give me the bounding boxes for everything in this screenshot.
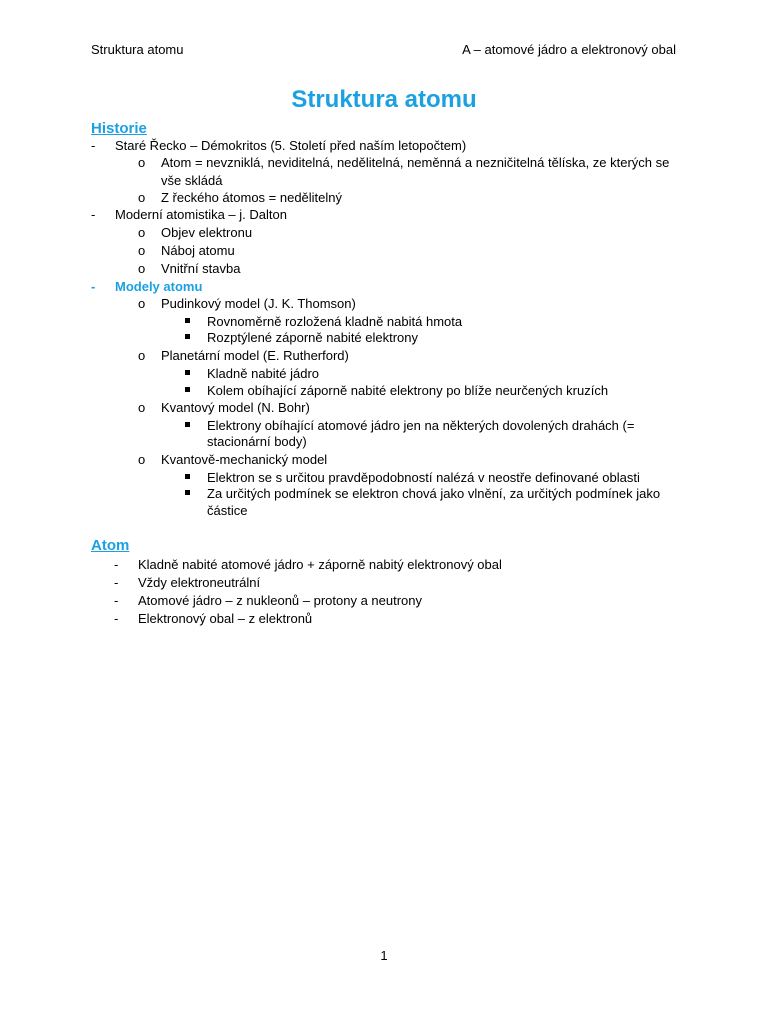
list-item: Vnitřní stavba [161, 261, 241, 276]
dash-marker: - [91, 207, 96, 222]
document-title: Struktura atomu [291, 86, 477, 113]
list-item-continuation: částice [207, 503, 248, 518]
list-item: Kolem obíhající záporně nabité elektrony po blíže neurčených kruzích [207, 383, 609, 398]
list-item: Elektrony obíhající atomové jádro jen na některých dovolených drahách (= [207, 418, 635, 433]
list-item: Rovnoměrně rozložená kladně nabitá hmota [207, 314, 463, 329]
list-item: Planetární model (E. Rutherford) [161, 348, 349, 363]
list-item: Náboj atomu [161, 243, 235, 258]
list-item: Atom = nevzniklá, neviditelná, nedělitelná, neměnná a nezničitelná tělíska, ze kterých se [161, 155, 670, 170]
square-bullet [185, 370, 190, 375]
dash-marker: - [114, 557, 119, 572]
square-bullet [185, 422, 190, 427]
list-item-highlight: Modely atomu [115, 279, 203, 294]
list-item: Kladně nabité atomové jádro + záporně nabitý elektronový obal [138, 557, 502, 572]
square-bullet [185, 490, 190, 495]
list-item-continuation: vše skládá [161, 173, 223, 188]
circle-marker: o [138, 261, 146, 276]
square-bullet [185, 387, 190, 392]
circle-marker: o [138, 155, 146, 170]
list-item: Staré Řecko – Démokritos (5. Století před naším letopočtem) [115, 138, 467, 153]
section-heading-historie: Historie [91, 120, 147, 137]
list-item: Kladně nabité jádro [207, 366, 320, 381]
square-bullet [185, 334, 190, 339]
circle-marker: o [138, 190, 146, 205]
list-item: Kvantový model (N. Bohr) [161, 400, 310, 415]
list-item: Pudinkový model (J. K. Thomson) [161, 296, 356, 311]
square-bullet [185, 474, 190, 479]
circle-marker: o [138, 243, 146, 258]
list-item: Rozptýlené záporně nabité elektrony [207, 330, 419, 345]
list-item: Atomové jádro – z nukleonů – protony a neutrony [138, 593, 423, 608]
circle-marker: o [138, 400, 146, 415]
list-item: Za určitých podmínek se elektron chová jako vlnění, za určitých podmínek jako [207, 486, 661, 501]
circle-marker: o [138, 348, 146, 363]
list-item-continuation: stacionární body) [207, 434, 307, 449]
page-header-right: A – atomové jádro a elektronový obal [462, 42, 676, 57]
list-item: Elektron se s určitou pravděpodobností nalézá v neostře definované oblasti [207, 470, 640, 485]
page-header-left: Struktura atomu [91, 42, 184, 57]
circle-marker: o [138, 452, 146, 467]
dash-marker: - [114, 575, 119, 590]
section-heading-atom: Atom [91, 537, 130, 554]
dash-marker: - [114, 611, 119, 626]
list-item: Moderní atomistika – j. Dalton [115, 207, 287, 222]
list-item: Vždy elektroneutrální [138, 575, 261, 590]
square-bullet [185, 318, 190, 323]
circle-marker: o [138, 225, 146, 240]
list-item: Kvantově-mechanický model [161, 452, 328, 467]
circle-marker: o [138, 296, 146, 311]
list-item: Elektronový obal – z elektronů [138, 611, 313, 626]
dash-marker: - [91, 279, 96, 294]
dash-marker: - [114, 593, 119, 608]
list-item: Objev elektronu [161, 225, 253, 240]
list-item: Z řeckého átomos = nedělitelný [161, 190, 343, 205]
dash-marker: - [91, 138, 96, 153]
page-number: 1 [380, 948, 388, 963]
